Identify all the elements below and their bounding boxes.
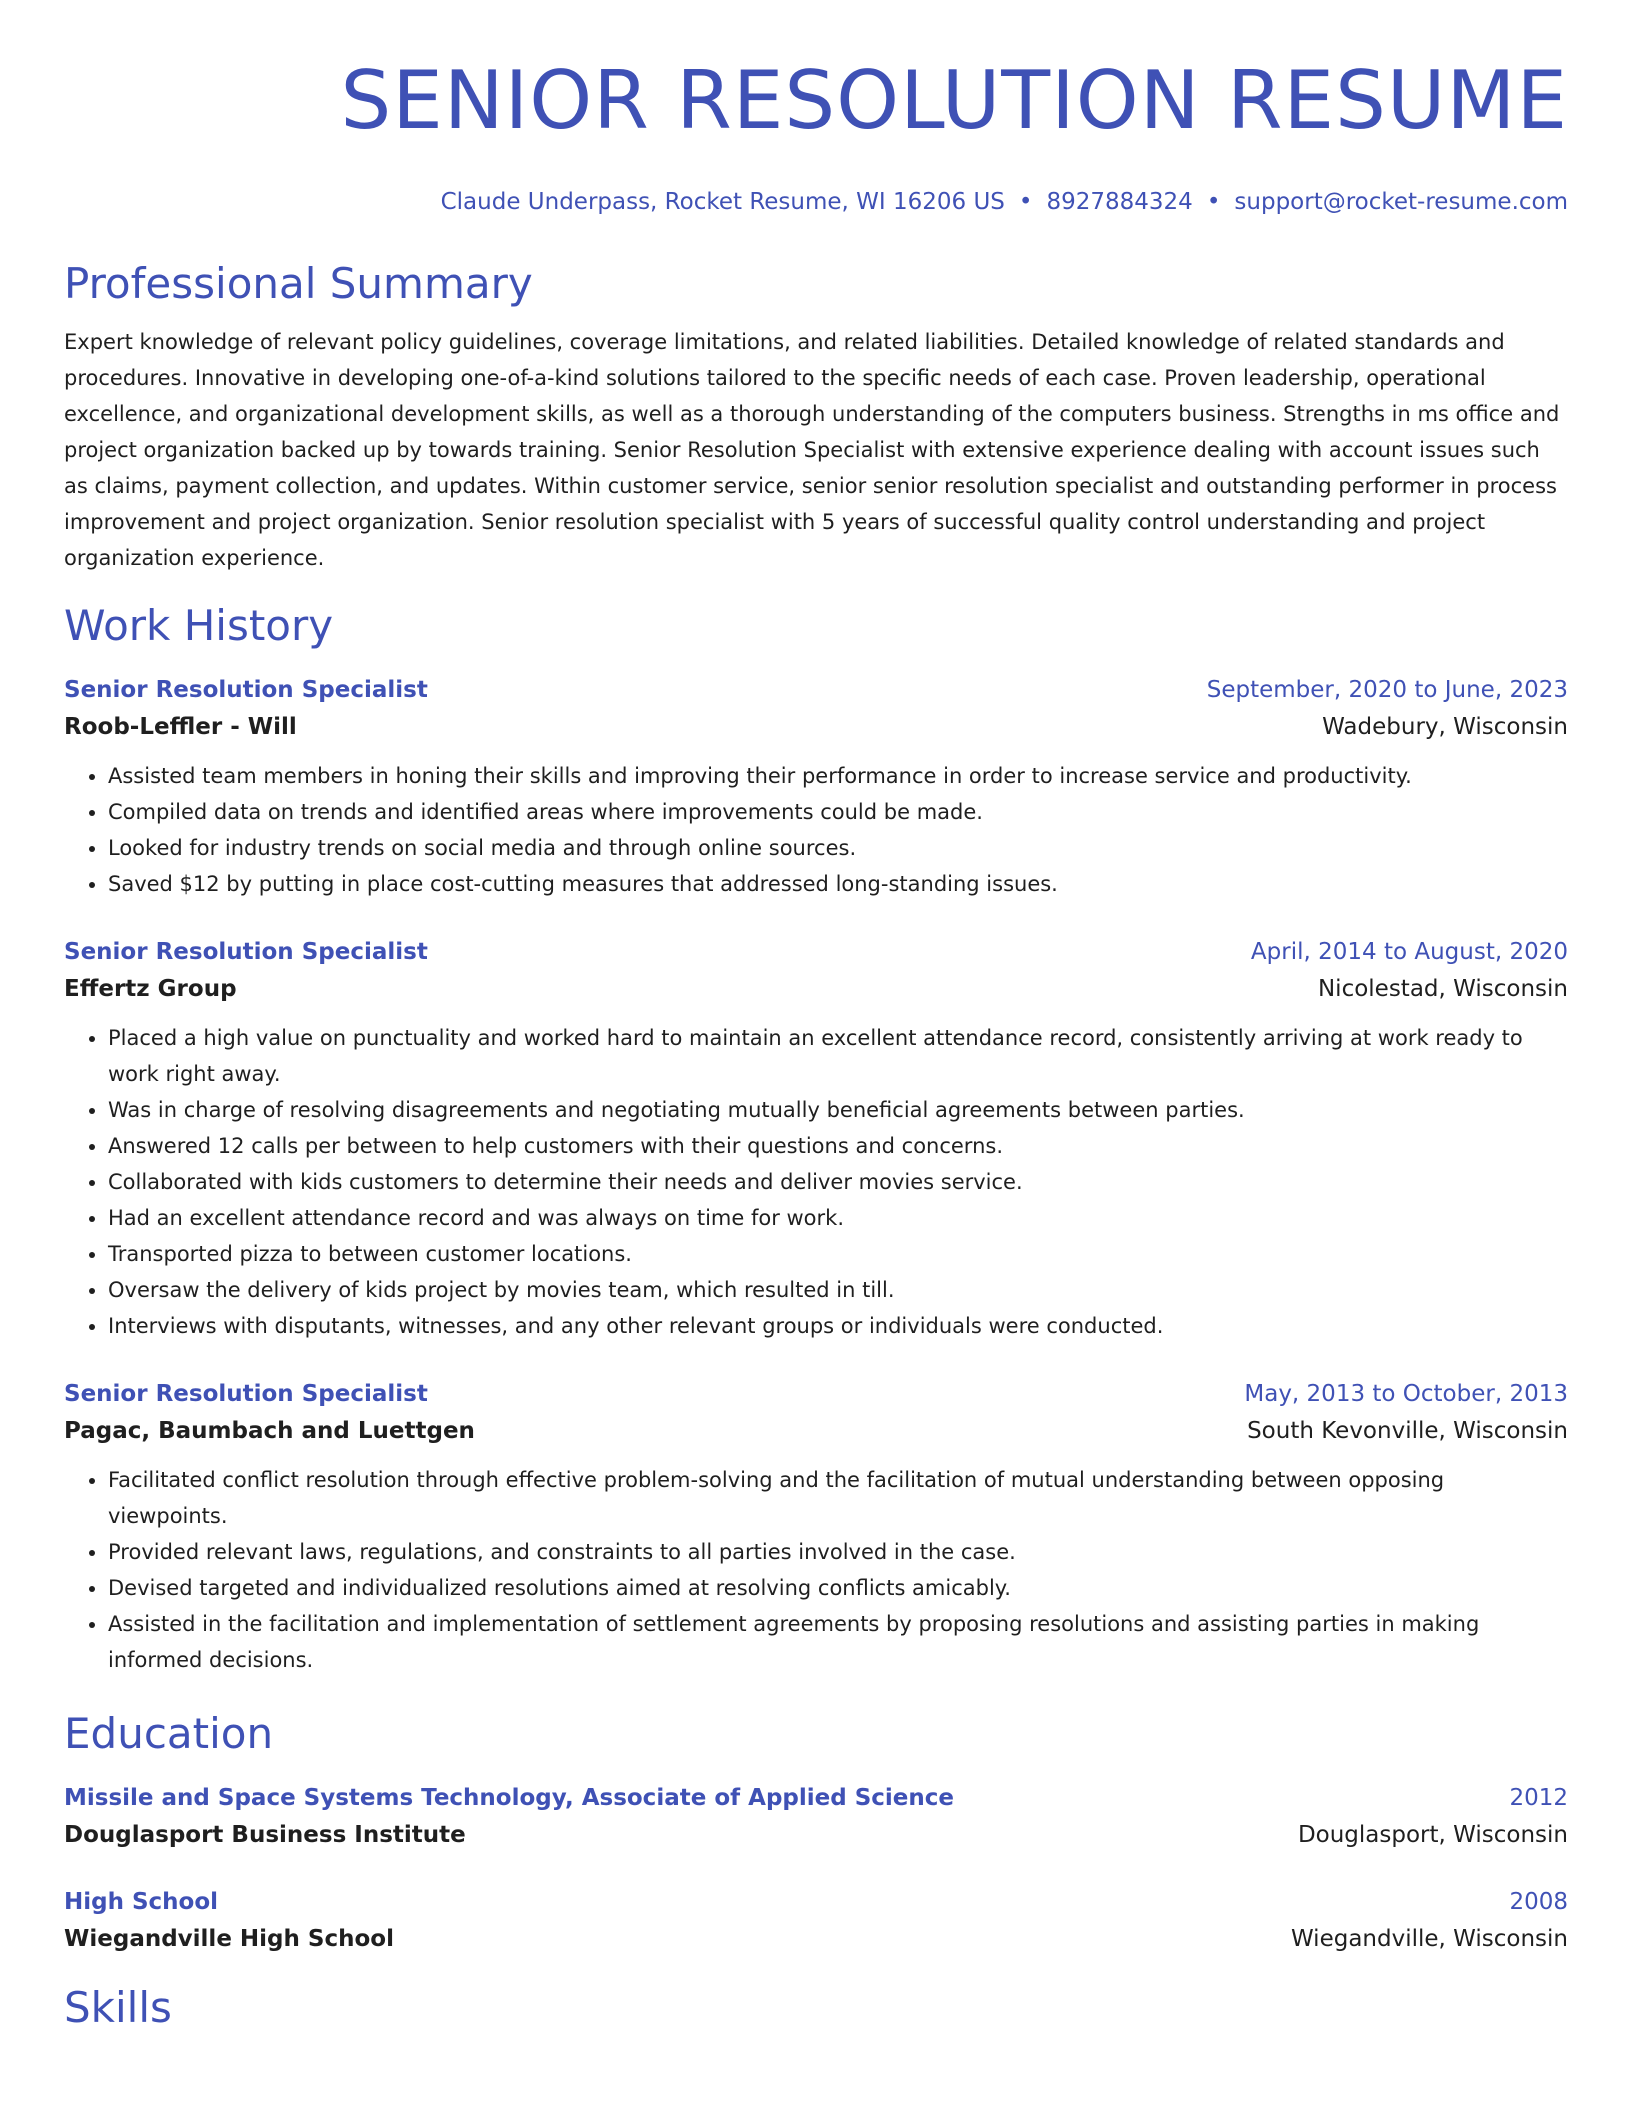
job-bullet: • Transported pizza to between customer locations. bbox=[108, 1236, 1568, 1272]
job-title-row bbox=[64, 934, 1568, 970]
resume-header bbox=[64, 48, 1568, 218]
job-title-row bbox=[64, 1376, 1568, 1412]
contact-email: support@rocket-resume.com bbox=[1234, 189, 1568, 215]
contact-separator: • bbox=[1018, 189, 1033, 215]
job-employer: Effertz Group bbox=[64, 976, 237, 1002]
job-bullet: • Collaborated with kids customers to determine their needs and deliver movies service. bbox=[108, 1164, 1568, 1200]
job-bullet: • Provided relevant laws, regulations, and constraints to all parties involved in the case. bbox=[108, 1534, 1568, 1570]
education-school-row bbox=[64, 1920, 1568, 1958]
job-title: Senior Resolution Specialist bbox=[64, 1381, 428, 1407]
contact-line bbox=[64, 186, 1568, 218]
job-bullet: • Was in charge of resolving disagreements and negotiating mutually beneficial agreements between parties. bbox=[108, 1092, 1568, 1128]
job-bullets bbox=[64, 1462, 1568, 1678]
education-degree: High School bbox=[64, 1889, 219, 1915]
skills-heading: Skills bbox=[64, 1983, 172, 2032]
job-title-row bbox=[64, 672, 1568, 708]
education-heading: Education bbox=[64, 1709, 274, 1758]
job-entry bbox=[64, 672, 1568, 902]
job-bullet: • Placed a high value on punctuality and worked hard to maintain an excellent attendance record, consistently arriving at work ready to work right away. bbox=[108, 1020, 1568, 1092]
contact-phone: 8927884324 bbox=[1046, 189, 1193, 215]
job-employer-row bbox=[64, 1412, 1568, 1450]
education-degree-row bbox=[64, 1884, 1568, 1920]
contact-separator: • bbox=[1206, 189, 1221, 215]
summary-text: Expert knowledge of relevant policy guidelines, coverage limitations, and related liabilities. Detailed knowledge of related standards and procedures. Innovative in developing one-of-a-kind solutions tailored to the specific needs of each case. Proven leadership, operational excellence, and organizational development skills, as well as a thorough understanding of the computers business. Strengths in ms office and project organization backed up by towards training. Senior Resolution Specialist with extensive experience dealing with account issues such as claims, payment collection, and updates. Within customer service, senior senior resolution specialist and outstanding performer in process improvement and project organization. Senior resolution specialist with 5 years of successful quality control understanding and project organization experience. bbox=[64, 330, 1560, 570]
work-history-heading: Work History bbox=[64, 601, 334, 650]
job-bullet: • Looked for industry trends on social media and through online sources. bbox=[108, 830, 1568, 866]
education-school-row bbox=[64, 1816, 1568, 1854]
education-location: Douglasport, Wisconsin bbox=[1297, 1822, 1568, 1848]
job-bullet: • Interviews with disputants, witnesses, and any other relevant groups or individuals were conducted. bbox=[108, 1308, 1568, 1344]
job-dates: April, 2014 to August, 2020 bbox=[1250, 939, 1568, 965]
job-title: Senior Resolution Specialist bbox=[64, 939, 428, 965]
education-entry bbox=[64, 1884, 1568, 1958]
education-year: 2012 bbox=[1509, 1785, 1568, 1811]
job-employer: Pagac, Baumbach and Luettgen bbox=[64, 1418, 475, 1444]
education-location: Wiegandville, Wisconsin bbox=[1290, 1926, 1568, 1952]
job-bullet: • Assisted in the facilitation and implementation of settlement agreements by proposing resolutions and assisting parties in making informed decisions. bbox=[108, 1606, 1568, 1678]
summary-heading: Professional Summary bbox=[64, 259, 533, 308]
job-bullet: • Answered 12 calls per between to help customers with their questions and concerns. bbox=[108, 1128, 1568, 1164]
job-title: Senior Resolution Specialist bbox=[64, 677, 428, 703]
job-bullet: • Compiled data on trends and identified areas where improvements could be made. bbox=[108, 794, 1568, 830]
contact-address: Claude Underpass, Rocket Resume, WI 16206 US bbox=[440, 189, 1005, 215]
job-bullets bbox=[64, 1020, 1568, 1344]
resume-name: SENIOR RESOLUTION RESUME bbox=[340, 54, 1568, 147]
job-bullets bbox=[64, 758, 1568, 902]
job-bullet: • Facilitated conflict resolution through effective problem-solving and the facilitation of mutual understanding between opposing viewpoints. bbox=[108, 1462, 1568, 1534]
job-dates: September, 2020 to June, 2023 bbox=[1206, 677, 1568, 703]
job-bullet: • Had an excellent attendance record and was always on time for work. bbox=[108, 1200, 1568, 1236]
job-employer-row bbox=[64, 708, 1568, 746]
job-bullet: • Oversaw the delivery of kids project by movies team, which resulted in till. bbox=[108, 1272, 1568, 1308]
education-year: 2008 bbox=[1509, 1889, 1568, 1915]
education-school: Wiegandville High School bbox=[64, 1926, 394, 1952]
job-bullet: • Saved $12 by putting in place cost-cutting measures that addressed long-standing issues. bbox=[108, 866, 1568, 902]
education-entry bbox=[64, 1780, 1568, 1854]
job-dates: May, 2013 to October, 2013 bbox=[1244, 1381, 1568, 1407]
job-location: Nicolestad, Wisconsin bbox=[1317, 976, 1568, 1002]
job-entry bbox=[64, 934, 1568, 1344]
job-bullet: • Assisted team members in honing their skills and improving their performance in order to increase service and productivity. bbox=[108, 758, 1568, 794]
job-location: South Kevonville, Wisconsin bbox=[1247, 1418, 1568, 1444]
job-employer-row bbox=[64, 970, 1568, 1008]
education-degree-row bbox=[64, 1780, 1568, 1816]
education-degree: Missile and Space Systems Technology, Associate of Applied Science bbox=[64, 1785, 954, 1811]
job-bullet: • Devised targeted and individualized resolutions aimed at resolving conflicts amicably. bbox=[108, 1570, 1568, 1606]
education-school: Douglasport Business Institute bbox=[64, 1822, 466, 1848]
job-entry bbox=[64, 1376, 1568, 1678]
job-location: Wadebury, Wisconsin bbox=[1322, 714, 1568, 740]
job-employer: Roob-Leffler - Will bbox=[64, 714, 297, 740]
